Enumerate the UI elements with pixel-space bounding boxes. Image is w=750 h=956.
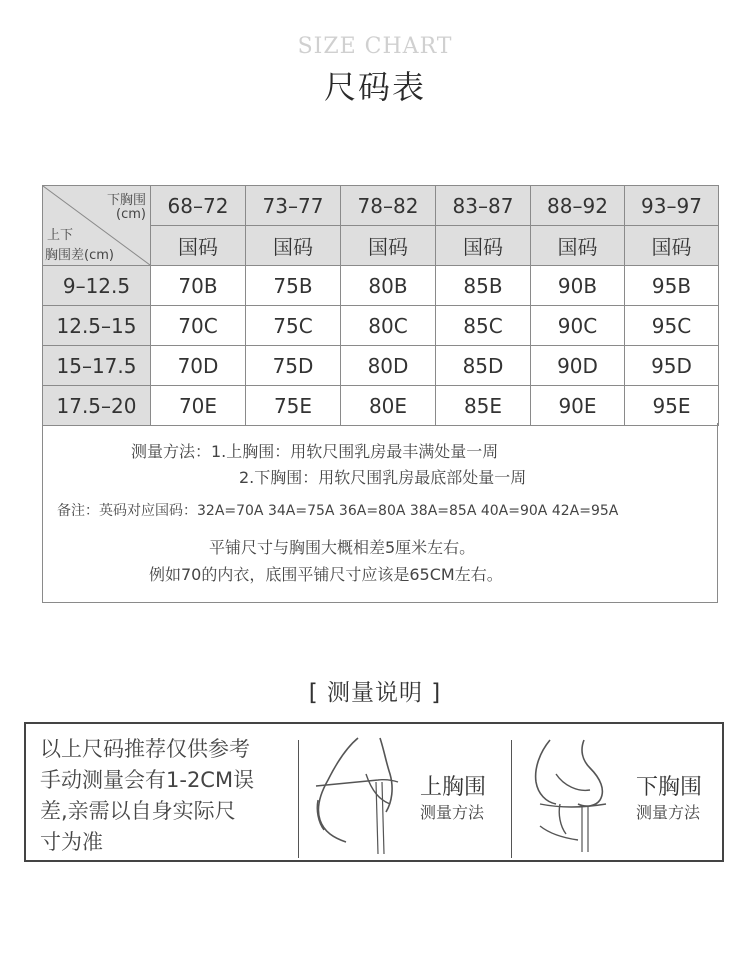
disclaimer-line: 差,亲需以自身实际尺 xyxy=(40,799,236,823)
size-cell: 80B xyxy=(341,266,436,306)
flat-measure-note-1: 平铺尺寸与胸围大概相差5厘米左右。 xyxy=(209,538,476,557)
under-bust-range: 88–92 xyxy=(531,186,625,226)
size-cell: 85C xyxy=(436,306,531,346)
size-system-label: 国码 xyxy=(436,226,531,266)
size-cell: 85E xyxy=(436,386,531,426)
under-bust-method-label: 测量方法 xyxy=(636,803,701,822)
bust-difference-cell: 9–12.5 xyxy=(43,266,151,306)
under-bust-label: 下胸围 xyxy=(636,775,703,800)
size-system-label: 国码 xyxy=(531,226,625,266)
under-bust-figure-icon xyxy=(520,734,630,854)
corner-bottom-label: 上下 xyxy=(47,228,74,243)
flat-measure-note-2: 例如70的内衣，底围平铺尺寸应该是65CM左右。 xyxy=(149,565,503,584)
size-cell: 95D xyxy=(625,346,719,386)
size-cell: 90B xyxy=(531,266,625,306)
corner-top-unit: (cm) xyxy=(116,207,146,222)
corner-bottom-unit: 胸围差(cm) xyxy=(45,248,114,263)
size-cell: 80C xyxy=(341,306,436,346)
bust-difference-cell: 15–17.5 xyxy=(43,346,151,386)
size-cell: 95E xyxy=(625,386,719,426)
measurement-section-title: [ 测量说明 ] xyxy=(308,680,442,706)
size-cell: 70E xyxy=(151,386,246,426)
size-cell: 90D xyxy=(531,346,625,386)
table-row xyxy=(43,266,719,306)
size-cell: 70D xyxy=(151,346,246,386)
bust-difference-cell: 17.5–20 xyxy=(43,386,151,426)
size-cell: 75E xyxy=(246,386,341,426)
size-cell: 95B xyxy=(625,266,719,306)
size-cell: 85B xyxy=(436,266,531,306)
table-corner-cell xyxy=(43,186,151,266)
size-cell: 75D xyxy=(246,346,341,386)
table-header-row xyxy=(43,186,719,226)
upper-bust-method-label: 测量方法 xyxy=(420,803,485,822)
under-bust-range: 93–97 xyxy=(625,186,719,226)
size-cell: 95C xyxy=(625,306,719,346)
size-system-label: 国码 xyxy=(151,226,246,266)
disclaimer-line: 寸为准 xyxy=(40,830,103,854)
method-line-2: 2.下胸围：用软尺围乳房最底部处量一周 xyxy=(239,468,527,487)
size-table xyxy=(42,185,719,426)
disclaimer-line: 手动测量会有1-2CM误 xyxy=(40,768,255,792)
under-bust-range: 68–72 xyxy=(151,186,246,226)
size-cell: 70C xyxy=(151,306,246,346)
under-bust-range: 83–87 xyxy=(436,186,531,226)
size-cell: 70B xyxy=(151,266,246,306)
size-cell: 80D xyxy=(341,346,436,386)
measurement-notes-box xyxy=(42,423,718,603)
chart-title-chinese: 尺码表 xyxy=(323,68,426,106)
divider xyxy=(298,740,299,858)
table-row xyxy=(43,346,719,386)
disclaimer-text xyxy=(40,734,290,858)
table-row xyxy=(43,386,719,426)
under-bust-range: 78–82 xyxy=(341,186,436,226)
size-cell: 85D xyxy=(436,346,531,386)
size-system-label: 国码 xyxy=(625,226,719,266)
chart-title-english: SIZE CHART xyxy=(297,34,453,59)
size-system-label: 国码 xyxy=(341,226,436,266)
measurement-guide-box xyxy=(24,722,724,862)
size-system-label: 国码 xyxy=(246,226,341,266)
divider xyxy=(511,740,512,858)
size-cell: 90C xyxy=(531,306,625,346)
disclaimer-line: 以上尺码推荐仅供参考 xyxy=(40,737,250,761)
under-bust-range: 73–77 xyxy=(246,186,341,226)
size-cell: 75C xyxy=(246,306,341,346)
size-cell: 90E xyxy=(531,386,625,426)
bust-difference-cell: 12.5–15 xyxy=(43,306,151,346)
method-line-1: 测量方法：1.上胸围：用软尺围乳房最丰满处量一周 xyxy=(131,442,499,461)
size-cell: 80E xyxy=(341,386,436,426)
size-cell: 75B xyxy=(246,266,341,306)
upper-bust-figure-icon xyxy=(306,734,416,854)
table-row xyxy=(43,306,719,346)
size-conversion-remark: 备注：英码对应国码：32A=70A 34A=75A 36A=80A 38A=85A 40A=90A 42A=95A xyxy=(57,503,619,519)
corner-top-label: 下胸围 xyxy=(106,193,146,208)
upper-bust-label: 上胸围 xyxy=(420,775,487,800)
